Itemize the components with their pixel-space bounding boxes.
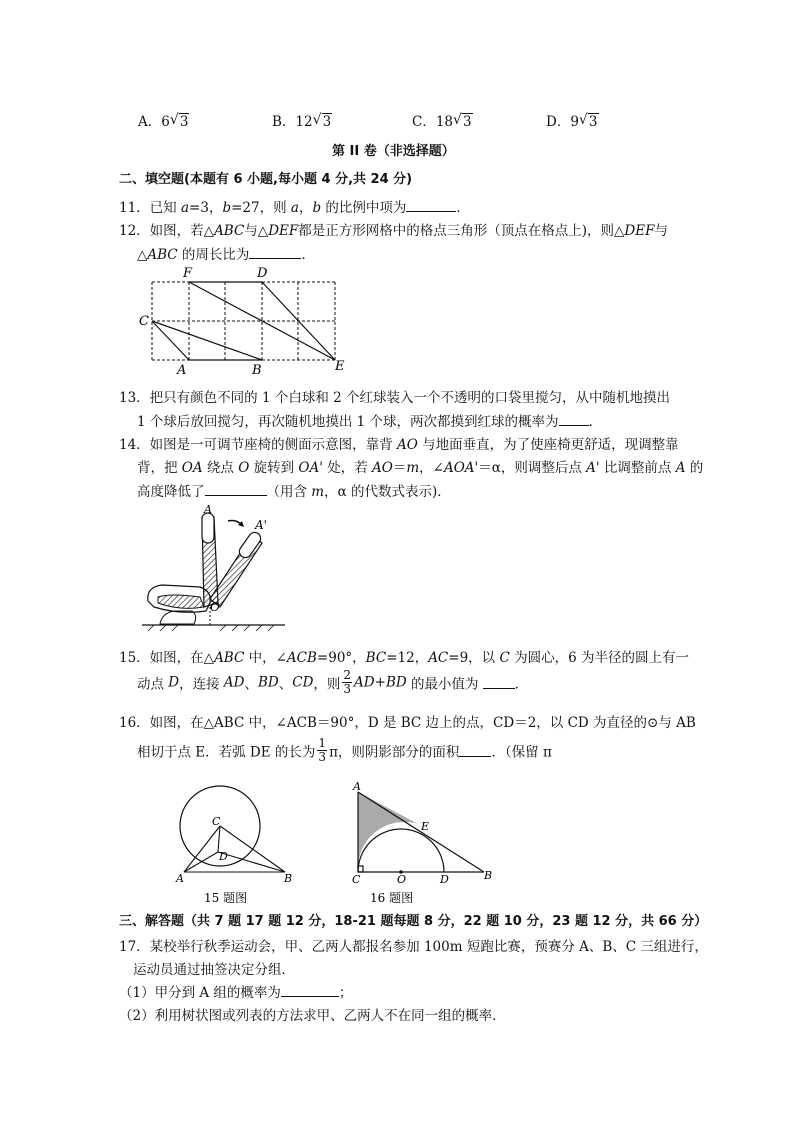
- question-13-line1: 13．把只有颜色不同的 1 个白球和 2 个红球装入一个不透明的口袋里搅匀，从中随机地摸出: [119, 390, 671, 406]
- option-b: B．12 √ 3: [272, 112, 332, 130]
- section3-heading: 三、解答题（共 7 题 17 题 12 分，18-21 题每题 8 分，22 题 10 分，23 题 12 分，共 66 分）: [119, 914, 708, 929]
- question-17-sub1: （1）甲分到 A 组的概率为 ；: [119, 985, 353, 1001]
- label-B: B: [484, 869, 493, 882]
- question-14-line1: 14．如图是一可调节座椅的侧面示意图，靠背 AO 与地面垂直，为了使座椅更舒适，现调整靠: [119, 437, 679, 453]
- figure-16-caption: 16 题图: [370, 891, 414, 905]
- option-d: D．9 √ 3: [546, 112, 598, 130]
- label-O: O: [210, 600, 220, 614]
- label-F: F: [183, 266, 193, 281]
- label-A-top: A: [204, 503, 212, 516]
- question-17-line2: 运动员通过抽签决定分组．: [133, 962, 295, 978]
- option-c: C．18 √ 3: [412, 112, 472, 130]
- question-17-line1: 17．某校举行秋季运动会，甲、乙两人都报名参加 100m 短跑比赛，预赛分 A、B、C 三组进行，: [119, 939, 708, 955]
- label-A: A: [177, 363, 187, 377]
- label-B: B: [252, 363, 262, 377]
- label-A-prime: A': [255, 518, 267, 532]
- label-E: E: [335, 359, 345, 374]
- label-D: D: [257, 266, 268, 281]
- part2-title: 第 II 卷（非选择题）: [332, 144, 455, 159]
- question-15-line1: 15．如图，在△ABC 中，∠ACB=90°，BC=12，AC=9，以 C 为圆心，6 为半径的圆上有一: [119, 650, 689, 666]
- label-D: D: [219, 850, 228, 863]
- figure-12-grid: [135, 262, 355, 377]
- fraction-one-third: $\frac{1}{3}$: [318, 736, 327, 764]
- question-16-line1: 16．如图，在△ABC 中，∠ACB＝90°，D 是 BC 边上的点，CD＝2，以 CD 为直径的⊙与 AB: [119, 715, 696, 731]
- section2-heading: 二、填空题(本题有 6 小题,每小题 4 分,共 24 分): [119, 172, 413, 187]
- label-A: A: [176, 872, 184, 885]
- question-14-line2: 背，把 OA 绕点 O 旋转到 OA' 处，若 AO＝m，∠AOA'＝α，则调整后点 A' 比调整前点 A 的: [137, 460, 704, 476]
- figure-14-seat: [140, 503, 290, 633]
- figure-16: [348, 780, 498, 910]
- label-E: E: [421, 820, 430, 833]
- figure-15: [172, 780, 302, 910]
- question-15-line2: 动点 D，连接 AD、BD、CD，则 $\frac{2}{3}$ AD+BD 的最小值为 ．: [137, 668, 529, 696]
- question-12-line1: 12．如图，若△ABC与△DEF都是正方形网格中的格点三角形（顶点在格点上)，则△DEF与: [119, 223, 668, 239]
- question-11: 11．已知 a=3，b=27，则 a，b 的比例中项为 ．: [119, 200, 470, 216]
- label-A: A: [353, 780, 361, 793]
- question-14-line3: 高度降低了 （用含 m，α 的代数式表示)．: [137, 484, 451, 500]
- label-D: D: [440, 873, 449, 886]
- option-a: A．6 √ 3: [138, 112, 189, 130]
- question-13-line2: 1 个球后放回搅匀，再次随机地摸出 1 个球，两次都摸到红球的概率为 ．: [137, 414, 603, 430]
- label-O: O: [397, 873, 407, 886]
- label-C: C: [352, 873, 361, 886]
- question-16-line2: 相切于点 E．若弧 DE 的长为 $\frac{1}{3}$ π，则阴影部分的面积 ．（保留 π: [137, 736, 552, 764]
- question-12-line2: △ABC 的周长比为 ．: [137, 247, 315, 263]
- question-17-sub2: （2）利用树状图或列表的方法求甲、乙两人不在同一组的概率．: [119, 1008, 506, 1024]
- figure-15-caption: 15 题图: [204, 891, 248, 905]
- label-C: C: [212, 815, 221, 828]
- fraction-two-thirds: $\frac{2}{3}$: [343, 668, 352, 696]
- label-B: B: [284, 872, 293, 885]
- label-C: C: [139, 314, 149, 329]
